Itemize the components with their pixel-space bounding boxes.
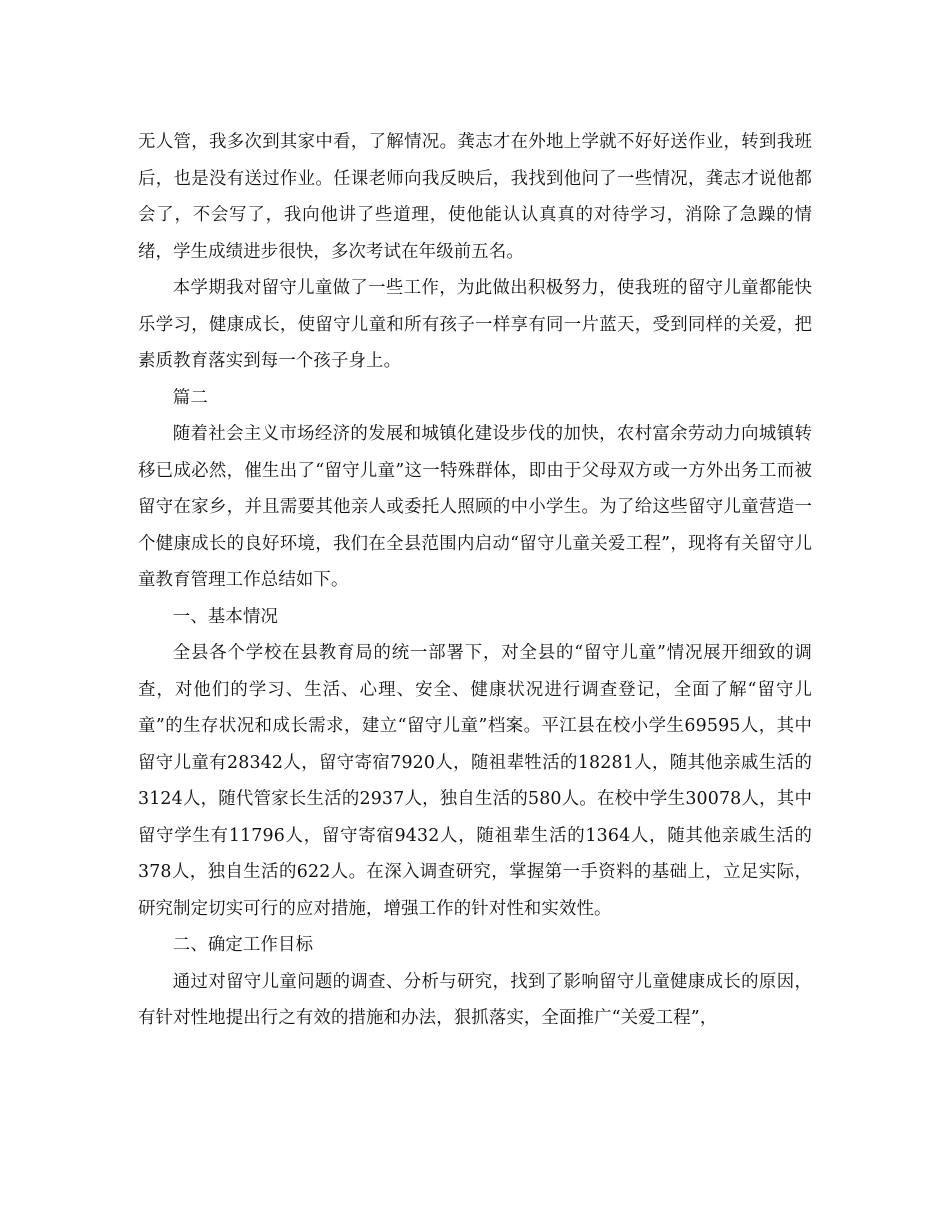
section-heading-work-goals: 二、确定工作目标: [172, 935, 314, 955]
paragraph-work-goals: 通过对留守儿童问题的调查、分析与研究，找到了影响留守儿童健康成长的原因，有针对性地提出行之有效的措施和办法，狠抓落实，全面推广“关爱工程”，: [138, 971, 812, 1028]
section-heading-part-two: 篇二: [172, 387, 208, 408]
paragraph-summary: 本学期我对留守儿童做了一些工作，为此做出积极努力，使我班的留守儿童都能快乐学习，健康成长，使留守儿童和所有孩子一样享有同一片蓝天，受到同样的关爱，把素质教育落实到每一个孩子身上。: [138, 278, 812, 371]
paragraph-introduction: 随着社会主义市场经济的发展和城镇化建设步伐的加快，农村富余劳动力向城镇转移已成必然，催生出了“留守儿童”这一特殊群体，即由于父母双方或一方外出务工而被留守在家乡，并且需要其他亲人或委托人照顾的中小学生。为了给这些留守儿童营造一个健康成长的良好环境，我们在全县范围内启动“留守儿童关爱工程”，现将有关留守儿童教育管理工作总结如下。: [138, 424, 812, 590]
document-body: [138, 124, 812, 1037]
section-heading-basic-situation: 一、基本情况: [172, 606, 279, 627]
paragraph-basic-situation: 全县各个学校在县教育局的统一部署下，对全县的“留守儿童”情况展开细致的调查，对他们的学习、生活、心理、安全、健康状况进行调查登记，全面了解“留守儿童”的生存状况和成长需求，建立“留守儿童”档案。平江县在校小学生69595人，其中留守儿童有28342人，留守寄宿7920人，随祖辈牲活的18281人，随其他亲戚生活的3124人，随代管家长生活的2937人，独自生活的580人。在校中学生30078人，其中留守学生有11796人，留守寄宿9432人，随祖辈生活的1364人，随其他亲戚生活的378人，独自生活的622人。在深入调查研究，掌握第一手资料的基础上，立足实际，研究制定切实可行的应对措施，增强工作的针对性和实效性。: [138, 643, 812, 919]
paragraph-continuation: 无人管，我多次到其家中看，了解情况。龚志才在外地上学就不好好送作业，转到我班后，也是没有送过作业。任课老师向我反映后，我找到他问了一些情况，龚志才说他都会了，不会写了，我向他讲了些道理，使他能认认真真的对待学习，消除了急躁的情绪，学生成绩进步很快，多次考试在年级前五名。: [138, 132, 812, 262]
